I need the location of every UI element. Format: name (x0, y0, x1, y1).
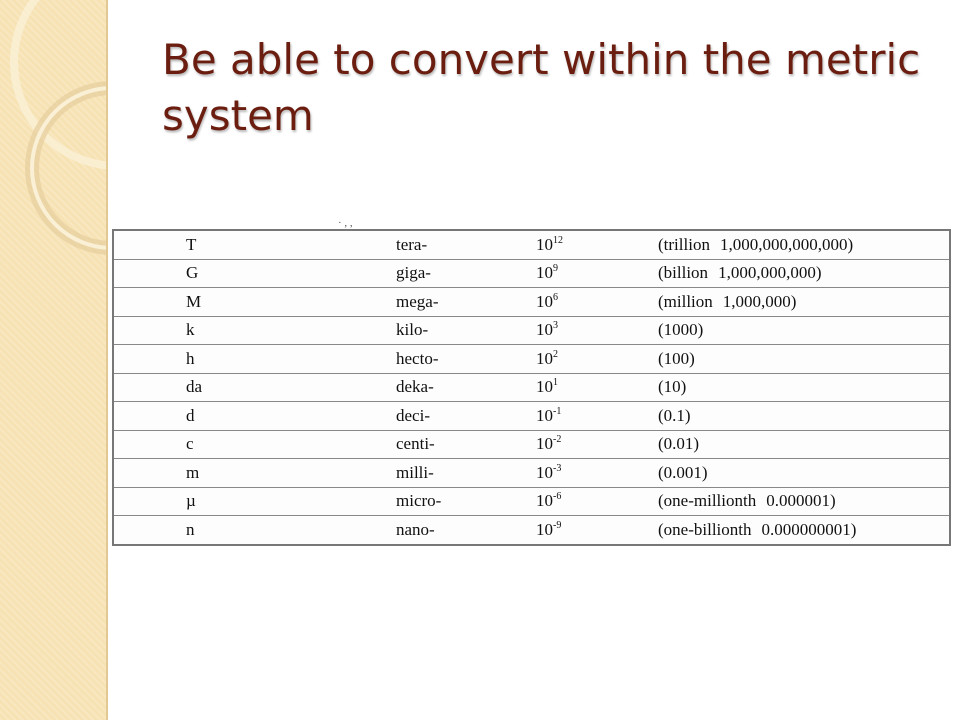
power-exponent: -9 (553, 519, 562, 531)
power-of-ten (530, 345, 652, 374)
power-exponent: 6 (553, 291, 558, 303)
power-of-ten (530, 230, 652, 259)
table-row (113, 259, 950, 288)
value-description (652, 316, 950, 345)
slide-title: Be able to convert within the metric system (162, 35, 921, 140)
power-of-ten (530, 288, 652, 317)
value-description (652, 516, 950, 545)
value-description (652, 259, 950, 288)
power-exponent: -6 (553, 491, 562, 503)
table-row (113, 402, 950, 431)
prefix-symbol: d (113, 402, 390, 431)
value-description (652, 345, 950, 374)
power-of-ten (530, 373, 652, 402)
power-base: 10 (536, 434, 553, 454)
value-description (652, 402, 950, 431)
table-row (113, 487, 950, 516)
metric-prefix-table (112, 229, 951, 546)
table-row (113, 373, 950, 402)
table-row (113, 459, 950, 488)
power-exponent: 1 (553, 377, 558, 389)
table-row (113, 316, 950, 345)
power-exponent: 3 (553, 320, 558, 332)
power-exponent: 2 (553, 348, 558, 360)
prefix-symbol: h (113, 345, 390, 374)
power-of-ten (530, 430, 652, 459)
power-base: 10 (536, 462, 553, 482)
value-label: (one-millionth (658, 491, 757, 511)
power-base: 10 (536, 405, 553, 425)
prefix-symbol: m (113, 459, 390, 488)
prefix-symbol: c (113, 430, 390, 459)
table-row (113, 516, 950, 545)
power-base: 10 (536, 519, 553, 539)
power-of-ten (530, 487, 652, 516)
value-label: (1000) (658, 320, 704, 340)
power-base: 10 (536, 320, 553, 340)
power-exponent: 9 (553, 263, 558, 275)
prefix-symbol: G (113, 259, 390, 288)
prefix-name: centi- (390, 430, 530, 459)
value-label: (billion (658, 263, 709, 283)
prefix-name: hecto- (390, 345, 530, 374)
power-of-ten (530, 516, 652, 545)
power-base: 10 (536, 377, 553, 397)
power-base: 10 (536, 263, 553, 283)
power-base: 10 (536, 491, 553, 511)
power-of-ten (530, 316, 652, 345)
value-description (652, 487, 950, 516)
prefix-symbol: M (113, 288, 390, 317)
prefix-symbol: T (113, 230, 390, 259)
prefix-name: deka- (390, 373, 530, 402)
value-label: (10) (658, 377, 687, 397)
prefix-name: milli- (390, 459, 530, 488)
table-row (113, 288, 950, 317)
decorative-circles (0, 0, 108, 720)
power-exponent: -3 (553, 462, 562, 474)
power-of-ten (530, 459, 652, 488)
power-of-ten (530, 402, 652, 431)
value-number: 1,000,000,000) (718, 263, 822, 283)
prefix-symbol: da (113, 373, 390, 402)
prefix-name: kilo- (390, 316, 530, 345)
value-label: (100) (658, 348, 695, 368)
prefix-symbol: µ (113, 487, 390, 516)
value-description (652, 288, 950, 317)
power-exponent: -2 (553, 434, 562, 446)
prefix-symbol: k (113, 316, 390, 345)
value-number: 1,000,000,000,000) (719, 234, 854, 254)
prefix-name: giga- (390, 259, 530, 288)
scan-artifact: · , , (338, 217, 353, 229)
table-row (113, 345, 950, 374)
value-number: 1,000,000) (722, 291, 797, 311)
value-label: (0.1) (658, 405, 691, 425)
power-exponent: 12 (553, 234, 563, 246)
value-label: (one-billionth (658, 519, 752, 539)
table-row (113, 430, 950, 459)
value-label: (million (658, 291, 713, 311)
prefix-name: tera- (390, 230, 530, 259)
value-label: (0.01) (658, 434, 700, 454)
prefix-name: deci- (390, 402, 530, 431)
value-number: 0.000000001) (761, 519, 857, 539)
power-of-ten (530, 259, 652, 288)
power-exponent: -1 (553, 405, 562, 417)
prefix-name: nano- (390, 516, 530, 545)
prefix-name: mega- (390, 288, 530, 317)
value-description (652, 430, 950, 459)
value-description (652, 459, 950, 488)
power-base: 10 (536, 291, 553, 311)
value-description (652, 373, 950, 402)
power-base: 10 (536, 348, 553, 368)
value-number: 0.000001) (766, 491, 836, 511)
value-description (652, 230, 950, 259)
value-label: (0.001) (658, 462, 708, 482)
value-label: (trillion (658, 234, 710, 254)
table-row (113, 230, 950, 259)
decorative-sidebar (0, 0, 108, 720)
prefix-symbol: n (113, 516, 390, 545)
power-base: 10 (536, 234, 553, 254)
prefix-name: micro- (390, 487, 530, 516)
